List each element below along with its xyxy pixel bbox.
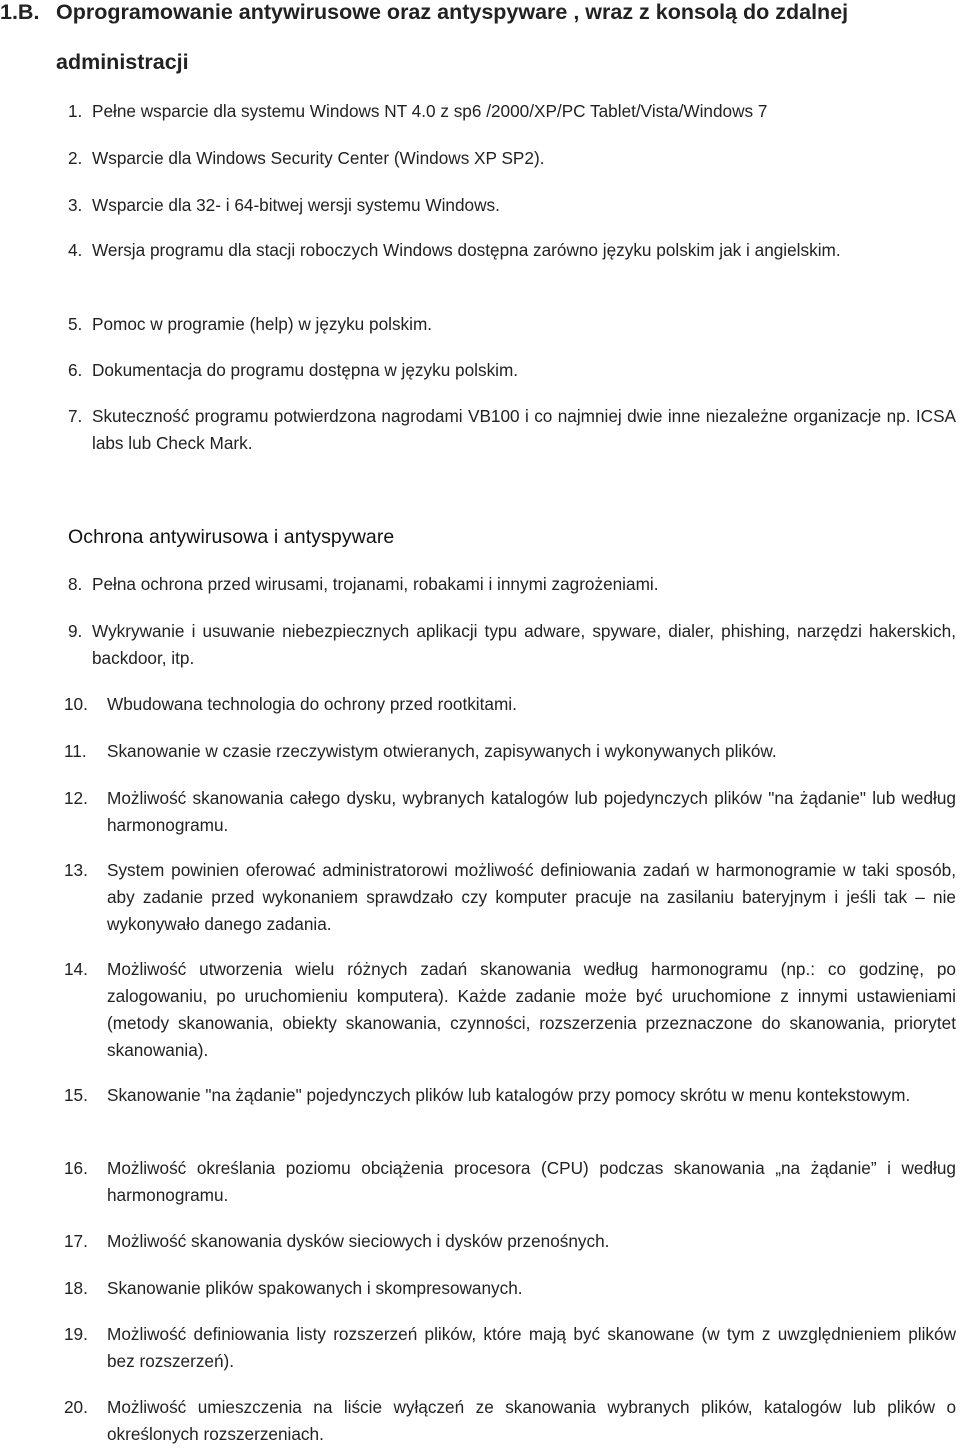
list-item-text: Wsparcie dla 32- i 64-bitwej wersji systemu Windows.	[92, 195, 500, 215]
list-item-text: Pomoc w programie (help) w języku polskim.	[92, 314, 433, 334]
list-item-number: 19.	[64, 1324, 88, 1344]
list-item-number: 8.	[68, 574, 83, 594]
list-item-text: Wykrywanie i usuwanie niebezpiecznych aplikacji typu adware, spyware, dialer, phishing, narzędzi hakerskich, backdoor, itp.	[92, 621, 956, 668]
list-item-number: 20.	[64, 1397, 88, 1417]
list-item-number: 4.	[68, 240, 83, 260]
list-item-number: 13.	[64, 860, 88, 880]
list-item-number: 7.	[68, 406, 83, 426]
heading-title-line1: Oprogramowanie antywirusowe oraz antyspyware , wraz z konsolą do zdalnej	[56, 0, 849, 24]
list-item-number: 18.	[64, 1278, 88, 1298]
list-item-number: 11.	[64, 741, 87, 761]
list-item-text: Wbudowana technologia do ochrony przed rootkitami.	[107, 694, 517, 714]
list-item-text: Wsparcie dla Windows Security Center (Windows XP SP2).	[92, 148, 545, 168]
list-item-number: 12.	[64, 788, 88, 808]
list-item-text: Pełna ochrona przed wirusami, trojanami, robakami i innymi zagrożeniami.	[92, 574, 659, 594]
list-item-text: Możliwość umieszczenia na liście wyłączeń ze skanowania wybranych plików, katalogów lub plików o określonych rozszerzeniach.	[107, 1397, 956, 1444]
heading-number: 1.B.	[0, 0, 40, 24]
list-item-text: Możliwość definiowania listy rozszerzeń plików, które mają być skanowane (w tym z uwzględnieniem plików bez rozszerzeń).	[107, 1324, 956, 1371]
list-item-number: 9.	[68, 621, 83, 641]
list-item-number: 6.	[68, 360, 83, 380]
list-item-number: 17.	[64, 1231, 88, 1251]
list-item-text: Wersja programu dla stacji roboczych Windows dostępna zarówno języku polskim jak i angielskim.	[92, 240, 841, 260]
list-item-text: System powinien oferować administratorowi możliwość definiowania zadań w harmonogramie w taki sposób, aby zadanie przed wykonaniem sprawdzało czy komputer pracuje na zasilaniu bateryjnym i jeśli tak – nie wykonywało danego zadania.	[107, 860, 956, 934]
list-item-number: 10.	[64, 694, 88, 714]
heading-title	[56, 0, 956, 74]
list-item-text: Skanowanie w czasie rzeczywistym otwieranych, zapisywanych i wykonywanych plików.	[107, 741, 777, 761]
list-item-number: 3.	[68, 195, 83, 215]
list-item-text: Pełne wsparcie dla systemu Windows NT 4.0 z sp6 /2000/XP/PC Tablet/Vista/Windows 7	[92, 101, 768, 121]
list-item-text: Dokumentacja do programu dostępna w języku polskim.	[92, 360, 519, 380]
heading-title-line2: administracji	[56, 50, 189, 74]
list-item-text: Możliwość skanowania całego dysku, wybranych katalogów lub pojedynczych plików "na żądanie" lub według harmonogramu.	[107, 788, 956, 835]
list-item-text: Skuteczność programu potwierdzona nagrodami VB100 i co najmniej dwie inne niezależne organizacje np. ICSA labs lub Check Mark.	[92, 406, 956, 453]
list-item-number: 5.	[68, 314, 83, 334]
list-item-text: Możliwość skanowania dysków sieciowych i dysków przenośnych.	[107, 1231, 610, 1251]
list-item-text: Skanowanie "na żądanie" pojedynczych plików lub katalogów przy pomocy skrótu w menu kontekstowym.	[107, 1085, 911, 1105]
list-item-number: 15.	[64, 1085, 88, 1105]
list-item-number: 1.	[68, 101, 83, 121]
list-item-number: 14.	[64, 959, 88, 979]
list-item-text: Możliwość określania poziomu obciążenia procesora (CPU) podczas skanowania „na żądanie” i według harmonogramu.	[107, 1158, 956, 1205]
list-item-number: 16.	[64, 1158, 88, 1178]
section-title: Ochrona antywirusowa i antyspyware	[68, 526, 395, 548]
list-item-text: Skanowanie plików spakowanych i skompresowanych.	[107, 1278, 523, 1298]
list-item-text: Możliwość utworzenia wielu różnych zadań skanowania według harmonogramu (np.: co godzinę, po zalogowaniu, po uruchomieniu komputera). Każde zadanie może być uruchomione z innymi ustawieniami (metody skanowania, obiekty skanowania, czynności, rozszerzenia przeznaczone do skanowania, priorytet skanowania).	[107, 959, 956, 1060]
list-item-number: 2.	[68, 148, 83, 168]
